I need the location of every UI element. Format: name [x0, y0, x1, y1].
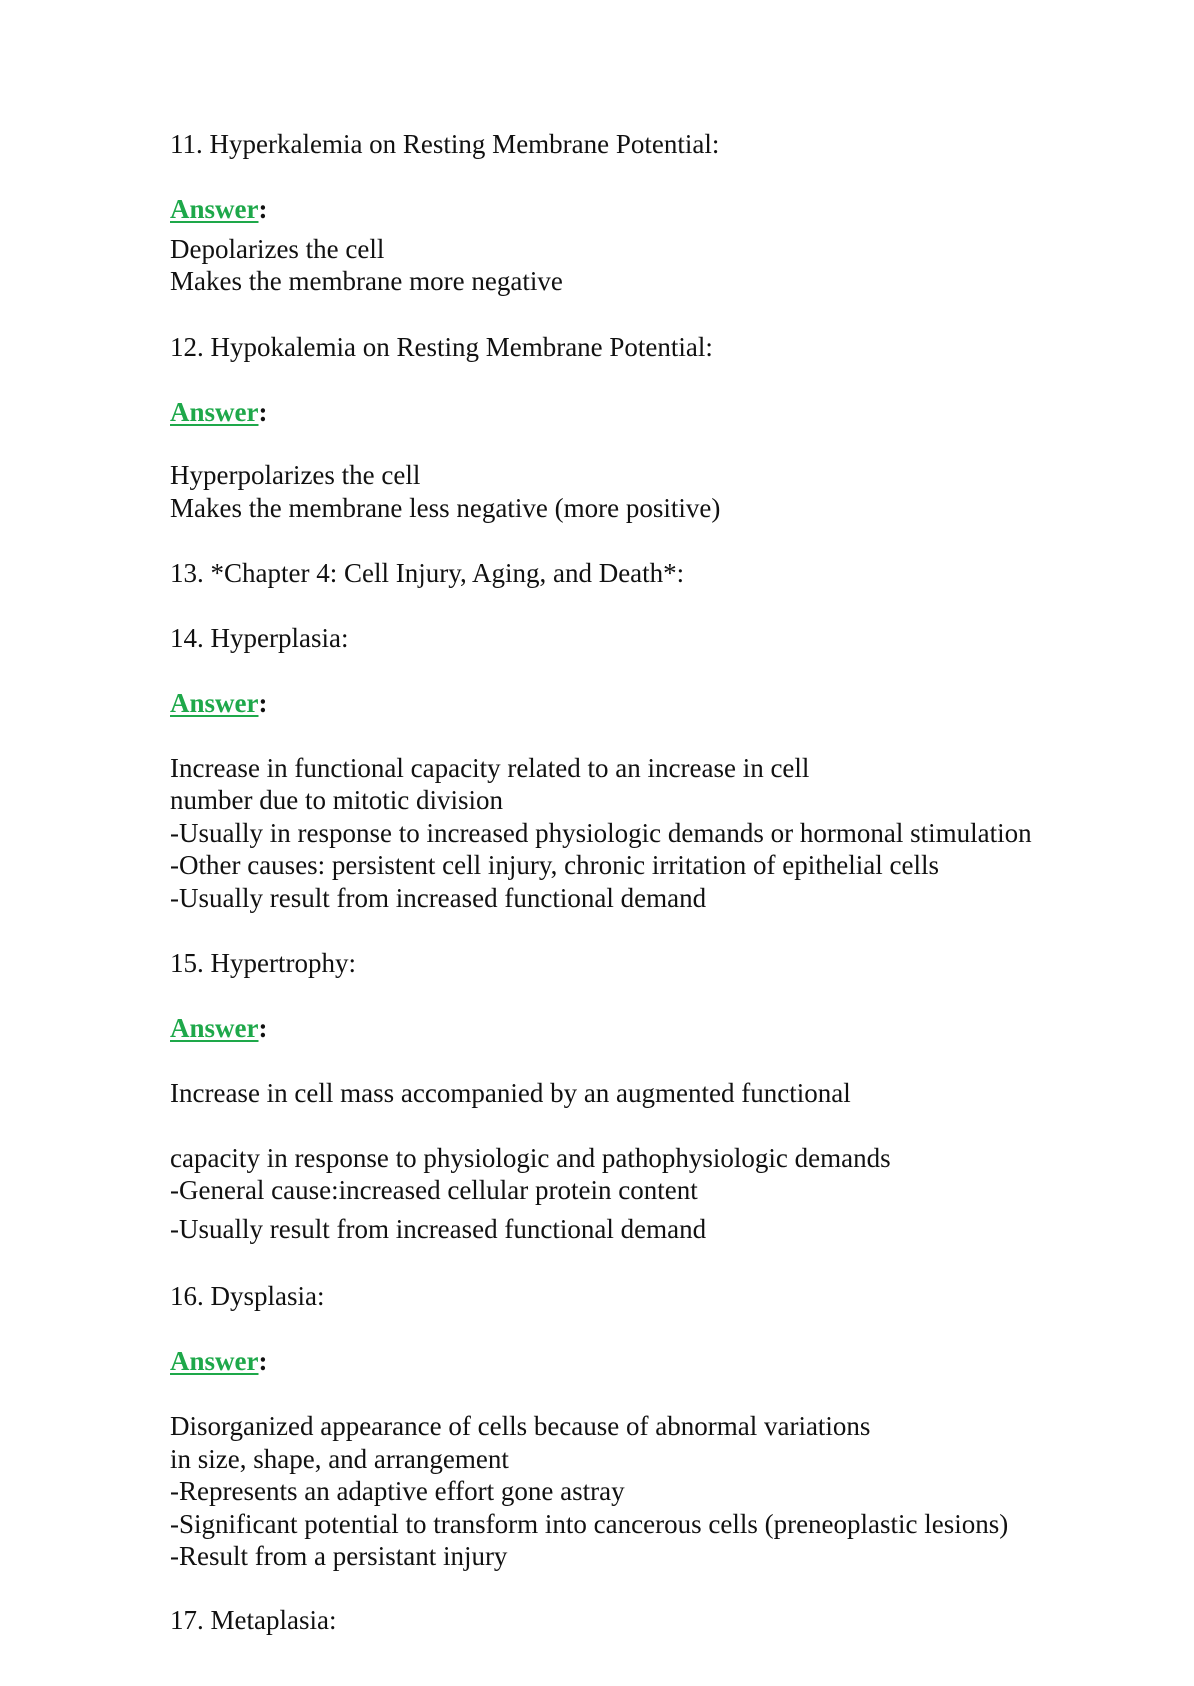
- answer-line: -Other causes: persistent cell injury, chronic irritation of epithelial cells: [170, 850, 939, 880]
- answer-line: Makes the membrane less negative (more positive): [170, 493, 721, 523]
- answer-line: -Usually result from increased functional demand: [170, 1214, 707, 1244]
- answer-line: -Usually in response to increased physiologic demands or hormonal stimulation: [170, 818, 1032, 848]
- question-16: 16. Dysplasia:: [170, 1281, 325, 1311]
- answer-line: Increase in functional capacity related to an increase in cell: [170, 753, 810, 783]
- answer-label-14: [170, 687, 268, 719]
- answer-label-16: [170, 1345, 268, 1377]
- answer-word: Answer: [170, 1013, 259, 1043]
- answer-label-15: [170, 1012, 268, 1044]
- answer-line: Depolarizes the cell: [170, 234, 385, 264]
- answer-line: -General cause:increased cellular protein content: [170, 1175, 698, 1205]
- answer-line: Makes the membrane more negative: [170, 266, 563, 296]
- answer-colon: :: [258, 688, 268, 718]
- answer-label-11: [170, 193, 268, 225]
- answer-line: number due to mitotic division: [170, 785, 503, 815]
- answer-colon: :: [258, 1013, 268, 1043]
- answer-line: -Result from a persistant injury: [170, 1541, 508, 1571]
- answer-line: Hyperpolarizes the cell: [170, 460, 421, 490]
- answer-line: in size, shape, and arrangement: [170, 1444, 509, 1474]
- answer-line: -Usually result from increased functional demand: [170, 883, 707, 913]
- answer-colon: :: [258, 1346, 268, 1376]
- answer-line: -Significant potential to transform into cancerous cells (preneoplastic lesions): [170, 1509, 1009, 1539]
- question-13: 13. *Chapter 4: Cell Injury, Aging, and Death*:: [170, 558, 685, 588]
- answer-colon: :: [258, 194, 268, 224]
- answer-label-12: [170, 396, 268, 428]
- question-14: 14. Hyperplasia:: [170, 623, 349, 653]
- question-17: 17. Metaplasia:: [170, 1605, 337, 1635]
- answer-line: -Represents an adaptive effort gone astray: [170, 1476, 625, 1506]
- answer-line: Increase in cell mass accompanied by an augmented functional: [170, 1078, 851, 1108]
- answer-line: capacity in response to physiologic and pathophysiologic demands: [170, 1143, 891, 1173]
- answer-line: Disorganized appearance of cells because of abnormal variations: [170, 1411, 871, 1441]
- answer-word: Answer: [170, 688, 259, 718]
- answer-word: Answer: [170, 397, 259, 427]
- answer-word: Answer: [170, 194, 259, 224]
- question-12: 12. Hypokalemia on Resting Membrane Potential:: [170, 332, 713, 362]
- answer-word: Answer: [170, 1346, 259, 1376]
- question-15: 15. Hypertrophy:: [170, 948, 356, 978]
- question-11: 11. Hyperkalemia on Resting Membrane Potential:: [170, 129, 720, 159]
- answer-colon: :: [258, 397, 268, 427]
